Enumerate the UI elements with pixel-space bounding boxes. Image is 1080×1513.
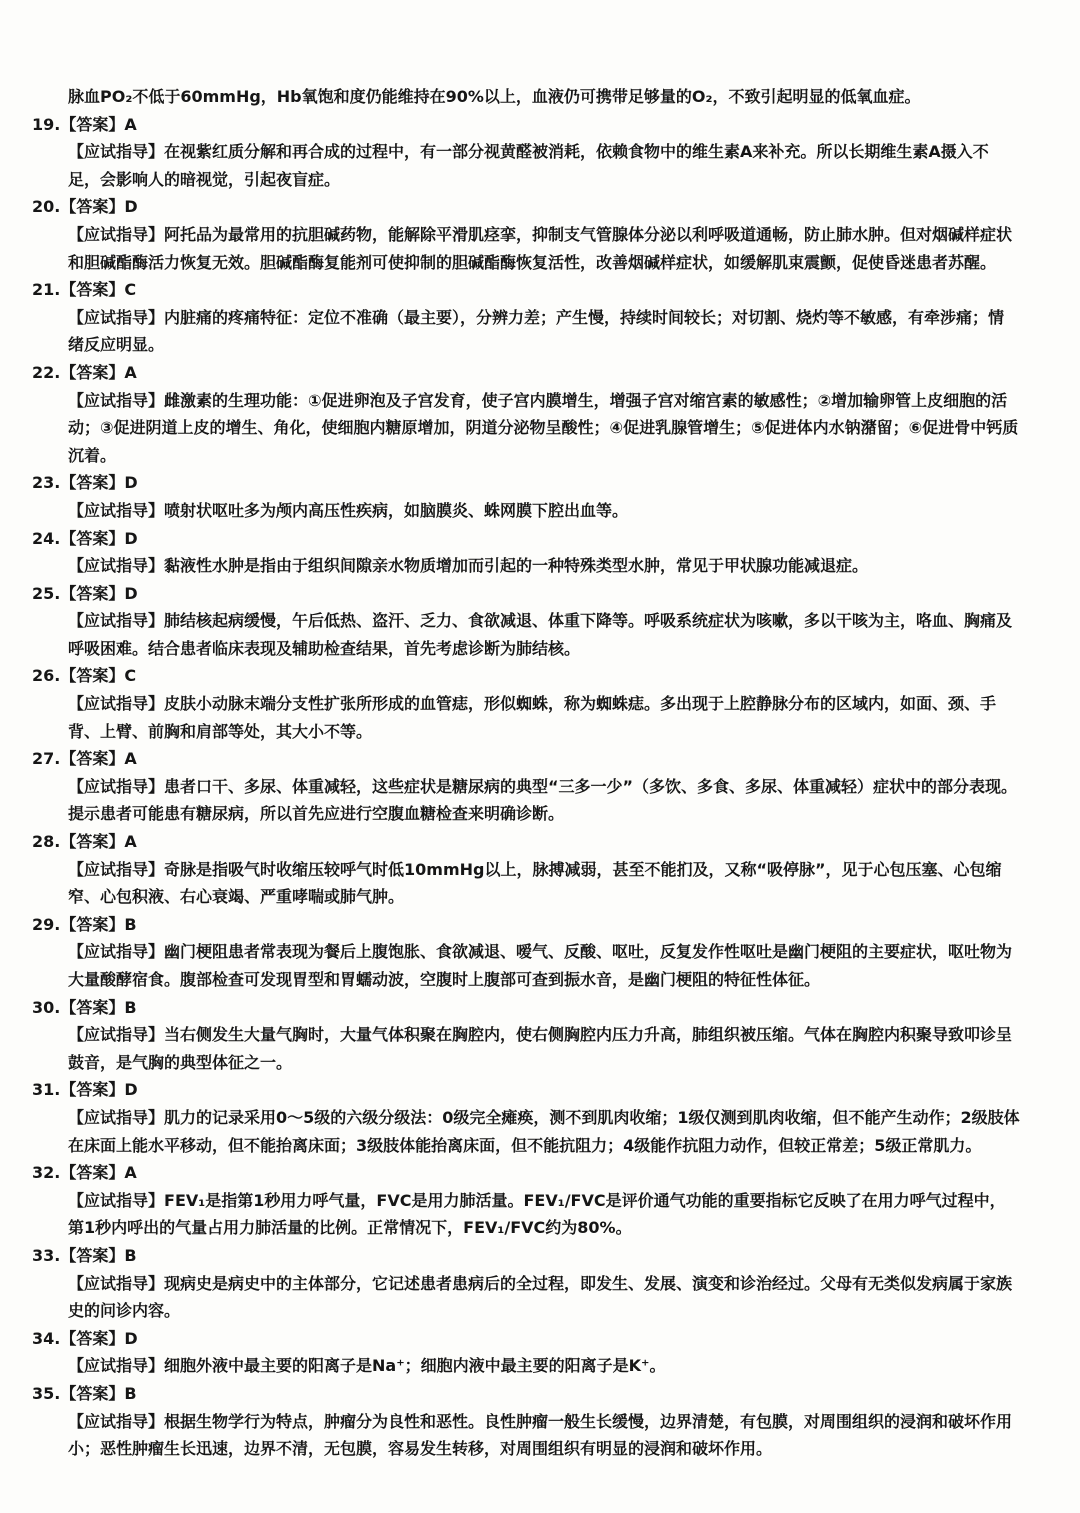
answer-line [32,469,1020,497]
guide-tag: 【应试指导】 [68,1107,165,1127]
question-number: 32. [32,1163,61,1183]
continued-explanation: 脉血PO₂不低于60mmHg，Hb氧饱和度仍能维持在90%以上，血液仍可携带足够量的O₂，不致引起明显的低氧血症。 [68,87,921,106]
guide-text: 喷射状呕吐多为颅内高压性疾病，如脑膜炎、蛛网膜下腔出血等。 [164,500,629,520]
question-number: 29. [32,914,61,934]
guide-text: 在视紫红质分解和再合成的过程中，有一部分视黄醛被消耗，依赖食物中的维生素A来补充。所以长期维生素A摄入不足，会影响人的暗视觉，引起夜盲症。 [68,142,989,189]
guide-text: 肌力的记录采用0～5级的六级分级法：0级完全瘫痪，测不到肌肉收缩；1级仅测到肌肉收缩，但不能产生动作；2级肢体在床面上能水平移动，但不能抬离床面；3级肢体能抬离床面，但不能抗阻力；4级能作抗阻力动作，但较正常差；5级正常肌力。 [68,1107,1020,1155]
answer-item [32,469,1020,524]
answer-line [32,193,1020,221]
guide-tag: 【应试指导】 [68,224,165,244]
answer-line [32,276,1020,304]
answer-line [32,1242,1020,1270]
question-number: 20. [32,197,61,217]
guide-line [32,1104,1020,1159]
answer-value: D [124,528,138,548]
question-number: 33. [32,1245,61,1265]
answer-value: A [124,114,137,134]
guide-text: 黏液性水肿是指由于组织间隙亲水物质增加而引起的一种特殊类型水肿，常见于甲状腺功能减退症。 [164,556,869,576]
answer-value: D [124,1328,138,1348]
guide-line [32,304,1020,359]
answer-tag: 【答案】 [60,749,125,769]
guide-tag: 【应试指导】 [68,776,165,796]
answer-line [32,1380,1020,1408]
answer-line [32,580,1020,608]
guide-line [32,938,1020,993]
answer-item [32,828,1020,911]
guide-tag: 【应试指导】 [68,1190,165,1210]
answer-item [32,276,1020,359]
guide-tag: 【应试指导】 [68,1025,165,1045]
question-number: 34. [32,1328,61,1348]
answer-line [32,525,1020,553]
guide-line [32,1270,1020,1325]
answer-item [32,745,1020,828]
answer-value: A [124,1163,137,1183]
answer-line [32,994,1020,1022]
answer-line [32,911,1020,939]
answer-line [32,359,1020,387]
answer-value: D [124,583,138,603]
question-number: 35. [32,1383,61,1403]
answer-item [32,525,1020,580]
guide-line [32,607,1020,662]
guide-line [32,690,1020,745]
answer-tag: 【答案】 [60,1328,125,1348]
answer-line [32,828,1020,856]
guide-text: 奇脉是指吸气时收缩压较呼气时低10mmHg以上，脉搏减弱，甚至不能扪及，又称“吸停脉”，见于心包压塞、心包缩窄、心包积液、右心衰竭、严重哮喘或肺气肿。 [68,859,1002,907]
guide-line [32,1021,1020,1076]
guide-tag: 【应试指导】 [68,556,165,576]
answer-value: D [124,1080,138,1100]
answer-item [32,662,1020,745]
guide-line [32,1187,1020,1242]
answer-value: D [124,197,138,217]
answer-value: D [124,473,138,493]
answer-tag: 【答案】 [60,114,125,134]
answer-item [32,1325,1020,1380]
answer-value: B [124,997,137,1017]
guide-text: 阿托品为最常用的抗胆碱药物，能解除平滑肌痉挛，抑制支气管腺体分泌以利呼吸道通畅，防止肺水肿。但对烟碱样症状和胆碱酯酶活力恢复无效。胆碱酯酶复能剂可使抑制的胆碱酯酶恢复活性，改善烟碱样症状，如缓解肌束震颤，促使昏迷患者苏醒。 [68,224,1013,272]
guide-tag: 【应试指导】 [68,1356,165,1376]
guide-text: 肺结核起病缓慢，午后低热、盗汗、乏力、食欲减退、体重下降等。呼吸系统症状为咳嗽，多以干咳为主，咯血、胸痛及呼吸困难。结合患者临床表现及辅助检查结果，首先考虑诊断为肺结核。 [68,611,1013,658]
guide-tag: 【应试指导】 [68,500,165,520]
question-number: 28. [32,832,61,852]
guide-line [32,221,1020,276]
guide-text: FEV₁是指第1秒用力呼气量，FVC是用力肺活量。FEV₁/FVC是评价通气功能的重要指标它反映了在用力呼气过程中，第1秒内呼出的气量占用力肺活量的比例。正常情况下，FEV₁/FVC约为80%。 [68,1190,1006,1238]
guide-text: 雌激素的生理功能：①促进卵泡及子宫发育，使子宫内膜增生，增强子宫对缩宫素的敏感性；②增加输卵管上皮细胞的活动；③促进阴道上皮的增生、角化，使细胞内糖原增加，阴道分泌物呈酸性；④促进乳腺管增生；⑤促进体内水钠潴留；⑥促进骨中钙质沉着。 [68,390,1019,465]
answer-value: A [124,362,137,382]
guide-text: 细胞外液中最主要的阳离子是Na⁺；细胞内液中最主要的阳离子是K⁺。 [164,1356,666,1376]
answer-value: A [124,749,137,769]
guide-text: 幽门梗阻患者常表现为餐后上腹饱胀、食欲减退、嗳气、反酸、呕吐，反复发作性呕吐是幽门梗阻的主要症状，呕吐物为大量酸酵宿食。腹部检查可发现胃型和胃蠕动波，空腹时上腹部可查到振水音，是幽门梗阻的特征性体征。 [68,942,1013,989]
answer-tag: 【答案】 [60,666,125,686]
guide-text: 现病史是病史中的主体部分，它记述患者患病后的全过程，即发生、发展、演变和诊治经过。父母有无类似发病属于家族史的问诊内容。 [68,1273,1013,1321]
answer-item [32,911,1020,994]
question-number: 27. [32,749,61,769]
question-number: 23. [32,473,61,493]
guide-line [32,1408,1020,1463]
answer-value: C [124,666,137,686]
answer-item [32,1076,1020,1159]
answer-list [32,111,1020,1463]
question-number: 24. [32,528,61,548]
guide-tag: 【应试指导】 [68,1411,165,1431]
answer-value: B [124,1383,137,1403]
answer-line [32,1325,1020,1353]
answer-line [32,111,1020,139]
guide-line [32,138,1020,193]
guide-tag: 【应试指导】 [68,390,165,410]
answer-item [32,111,1020,194]
question-number: 25. [32,583,61,603]
answer-item [32,1380,1020,1463]
answer-tag: 【答案】 [60,1080,125,1100]
guide-line [32,497,1020,525]
guide-tag: 【应试指导】 [68,142,165,162]
answer-tag: 【答案】 [60,997,125,1017]
answer-tag: 【答案】 [60,362,125,382]
guide-line [32,1352,1020,1380]
guide-text: 根据生物学行为特点，肿瘤分为良性和恶性。良性肿瘤一般生长缓慢，边界清楚，有包膜，对周围组织的浸润和破坏作用小；恶性肿瘤生长迅速，边界不清，无包膜，容易发生转移，对周围组织有明显的浸润和破坏作用。 [68,1411,1013,1459]
guide-tag: 【应试指导】 [68,859,165,879]
guide-tag: 【应试指导】 [68,1273,165,1293]
answer-line [32,1159,1020,1187]
answer-tag: 【答案】 [60,1245,125,1265]
answer-tag: 【答案】 [60,1383,125,1403]
guide-line [32,773,1020,828]
guide-tag: 【应试指导】 [68,307,165,327]
answer-tag: 【答案】 [60,1163,125,1183]
answer-tag: 【答案】 [60,473,125,493]
answer-item [32,1242,1020,1325]
question-number: 31. [32,1080,61,1100]
question-number: 26. [32,666,61,686]
answer-value: B [124,1245,137,1265]
guide-tag: 【应试指导】 [68,694,165,714]
answer-tag: 【答案】 [60,914,125,934]
answer-tag: 【答案】 [60,197,125,217]
answer-value: C [124,280,137,300]
guide-tag: 【应试指导】 [68,611,165,631]
question-number: 30. [32,997,61,1017]
guide-text: 内脏痛的疼痛特征：定位不准确（最主要），分辨力差；产生慢，持续时间较长；对切割、烧灼等不敏感，有牵涉痛；情绪反应明显。 [68,307,1005,355]
guide-line [32,552,1020,580]
answer-tag: 【答案】 [60,528,125,548]
guide-text: 患者口干、多尿、体重减轻，这些症状是糖尿病的典型“三多一少”（多饮、多食、多尿、体重减轻）症状中的部分表现。提示患者可能患有糖尿病，所以首先应进行空腹血糖检查来明确诊断。 [68,776,1018,824]
answer-item [32,994,1020,1077]
guide-tag: 【应试指导】 [68,942,165,962]
guide-line [32,387,1020,470]
question-number: 22. [32,362,61,382]
question-number: 21. [32,280,61,300]
answer-tag: 【答案】 [60,832,125,852]
answer-value: A [124,832,137,852]
answer-tag: 【答案】 [60,583,125,603]
answer-tag: 【答案】 [60,280,125,300]
answer-line [32,745,1020,773]
guide-text: 皮肤小动脉末端分支性扩张所形成的血管痣，形似蜘蛛，称为蜘蛛痣。多出现于上腔静脉分布的区域内，如面、颈、手背、上臂、前胸和肩部等处，其大小不等。 [68,694,997,741]
guide-text: 当右侧发生大量气胸时，大量气体积聚在胸腔内，使右侧胸腔内压力升高，肺组织被压缩。气体在胸腔内积聚导致叩诊呈鼓音，是气胸的典型体征之一。 [68,1025,1013,1072]
answer-value: B [124,914,137,934]
answer-item [32,359,1020,469]
answer-line [32,1076,1020,1104]
question-number: 19. [32,114,61,134]
answer-item [32,1159,1020,1242]
answer-item [32,193,1020,276]
answer-item [32,580,1020,663]
answer-line [32,662,1020,690]
guide-line [32,856,1020,911]
